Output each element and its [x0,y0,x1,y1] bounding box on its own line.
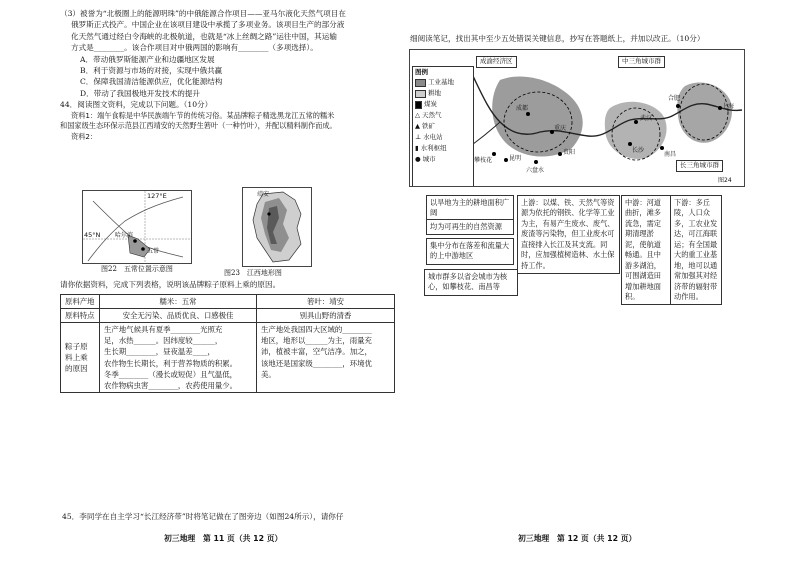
reason-line: 农作物生长期长，利于营养物质的积累。 [104,358,238,368]
legend-label: 工业基地 [428,78,454,87]
q44-title: 44．阅读图文资料，完成以下问题。（10分） [60,100,213,110]
table-cell: 原料特点 [61,309,100,323]
legend-label: 耕地 [428,89,441,98]
reason-line: 生产地气候具有夏季________光照充 [104,325,223,335]
legend-item [415,89,471,100]
fig22-map [82,190,192,264]
table-cell-reasons-rice [100,323,257,393]
table-cell-reasons-leaf [257,323,395,393]
table-row [61,323,395,393]
region-middle-yangtze: 中三角城市群 [618,56,665,68]
legend-item [415,133,471,144]
right-page [400,0,800,564]
reason-line: 该地还是国家级________，环境优 [261,358,372,368]
material1-line: 资料1：端午食粽是中华民族端午节的传统习俗。某品牌粽子精选黑龙江五常的糯米 [71,110,335,120]
water-hub-icon: ▮ [415,144,419,153]
q45-continued: 细阅读笔记，找出其中至少五处错误关键信息，抄写在答题纸上，并加以改正。（10分） [410,34,705,43]
fig22-svg [83,191,191,263]
city-shanghai: 上海 [722,103,735,110]
legend-label: 煤炭 [424,100,437,109]
legend-item [415,100,471,111]
city-changsha: 长沙 [632,147,645,154]
city-nanchang: 南昌 [664,151,677,158]
material2-label: 资料2： [71,132,98,142]
option-a: A．带动俄罗斯能源产业和边疆地区发展 [80,54,215,64]
city-icon: ● [415,155,421,164]
city-wuhan: 武汉 [640,115,653,122]
reason-line: 足，水热______。因纬度较______， [104,336,223,346]
note-cities: 城市群多以省会城市为核心，如攀枝花、南昌等 [424,269,518,296]
industrial-base-swatch [415,79,426,87]
coal-icon [415,101,422,109]
city-chongqing: 重庆 [554,125,567,132]
fig22-lon: 127°E [147,192,167,200]
city-chengdu: 成都 [516,105,529,112]
gas-icon: △ [415,111,420,120]
iron-icon: ▲ [415,122,420,131]
fig22-caption: 图22 五常位置示意图 [101,265,173,273]
note-downstream: 下游：多丘陵，人口众多，工农业发达，可江海联运；有全国最大的重工业基地，地可以通常加强其对经济带的辐射带动作用。 [670,195,722,305]
city-liupanshui: 六盘水 [526,167,545,174]
note-upstream: 上游：以煤、铁、天然气等资源为依托的钢铁、化学等工业为主，有易产生废水、废气、废渣等污染物，但工业废水可直接排入长江及其支流。同时，应加强植树造林、水土保持工作。 [517,195,620,274]
table-cell: 箬叶：靖安 [257,295,395,309]
table-cell: 原料产地 [61,295,100,309]
city-hefei: 合肥 [668,95,681,102]
option-b: B．利于资源与市场的对接，实现中俄共赢 [80,65,223,75]
note-hydropower: 集中分布在落差和流量大的上中游地区 [426,238,514,265]
legend-label: 水电站 [423,133,443,142]
fig22-city-harbin: 哈尔滨 [115,232,134,239]
reason-line: 沛，植被丰富，空气洁净。加之， [261,347,372,357]
page-footer-left: 初三地理 第 11 页（共 12 页） [164,534,283,543]
legend-title: 图例 [415,68,428,76]
fig23-label-jingan: 靖安 [257,191,270,198]
legend-item [415,78,471,89]
reason-line: 生长期________，昼夜温差____， [104,347,215,357]
city-guiyang: 贵阳 [563,149,576,156]
hydropower-icon: ⊥ [415,133,422,142]
table-row [61,295,395,309]
q45-text: 45．李同学在自主学习“长江经济带”时将笔记做在了图旁边（如图24所示），请你仔 [62,512,344,521]
legend-label: 铁矿 [422,122,435,131]
q3-line: 方式是________。该合作项目对中俄两国的影响有________（多项选择）。 [71,43,318,53]
reason-line: 冬季________（漫长或短促）且气温低， [104,369,238,379]
option-c: C．保障我国清洁能源供应，优化能源结构 [80,77,223,87]
legend-item [415,144,471,155]
map-legend [412,66,474,187]
q3-line: 化天然气通过经白令海峡的北极航道，也就是“冰上丝绸之路”运往中国，其运输 [71,31,337,41]
legend-item [415,155,471,166]
city-panzhihua: 攀枝花 [474,157,493,164]
legend-label: 水利枢纽 [420,144,447,153]
reason-line: 农作物病虫害________，农药使用量少。 [104,380,238,390]
reason-line: 生产地处我国四大区域的________ [261,325,372,335]
legend-item [415,111,471,122]
material1-line: 和国家级生态环保示范县江西靖安的天然野生箬叶（一种竹叶），并配以精料制作而成。 [60,121,337,131]
reason-line: 地区，地形以______为主，雨量充 [261,336,372,346]
fig22-city-wuchang: 五常 [147,248,160,255]
table-cell-reason-head: 粽子原料上乘的原因 [61,323,100,393]
fig23-svg [243,188,311,266]
q3-line: （3）被誉为“北极圈上的能源明珠”的中俄能源合作项目——亚马尔液化天然气项目在 [60,9,346,18]
note-farmland: 以旱地为主的耕地面积广阔 [426,195,514,222]
table-cell: 糯米：五常 [100,295,257,309]
legend-item [415,122,471,133]
ingredient-table [60,294,395,393]
yangtze-map [409,49,745,187]
city-kunming: 昆明 [509,155,522,162]
fig23-caption: 图23 江西地形图 [224,269,282,277]
region-chengyu: 成渝经济区 [476,56,517,68]
table-cell: 安全无污染、品质优良、口感极佳 [100,309,257,323]
farmland-swatch [415,90,426,98]
map-caption: 图24 [718,177,732,184]
note-resources: 均为可再生的自然资源 [426,219,514,235]
table-cell: 别具山野的清香 [257,309,395,323]
reason-line: 美。 [261,369,276,379]
legend-label: 天然气 [422,111,442,120]
table-row [61,309,395,323]
q3-line: 俄罗斯正式投产。中国企业在该项目建设中承揽了多项业务。该项目生产的部分液 [71,20,345,30]
legend-label: 城市 [422,155,436,164]
q3-block [60,8,346,143]
fig23-map [242,187,312,267]
note-midstream: 中游：河道曲折，滩多流急，需定期清理淤泥，使航道畅通。且中游多湖泊，可围湖造田增加耕地面积。 [621,195,671,305]
fig22-lat: 45°N [84,231,101,239]
region-yrd: 长三角城市群 [676,160,723,172]
page-footer-right: 初三地理 第 12 页（共 12 页） [518,534,637,543]
table-instruction: 请你依据资料，完成下列表格，说明该品牌粽子原料上乘的原因。 [60,280,281,289]
option-d: D．带动了我国极地开发技术的提升 [80,88,200,98]
